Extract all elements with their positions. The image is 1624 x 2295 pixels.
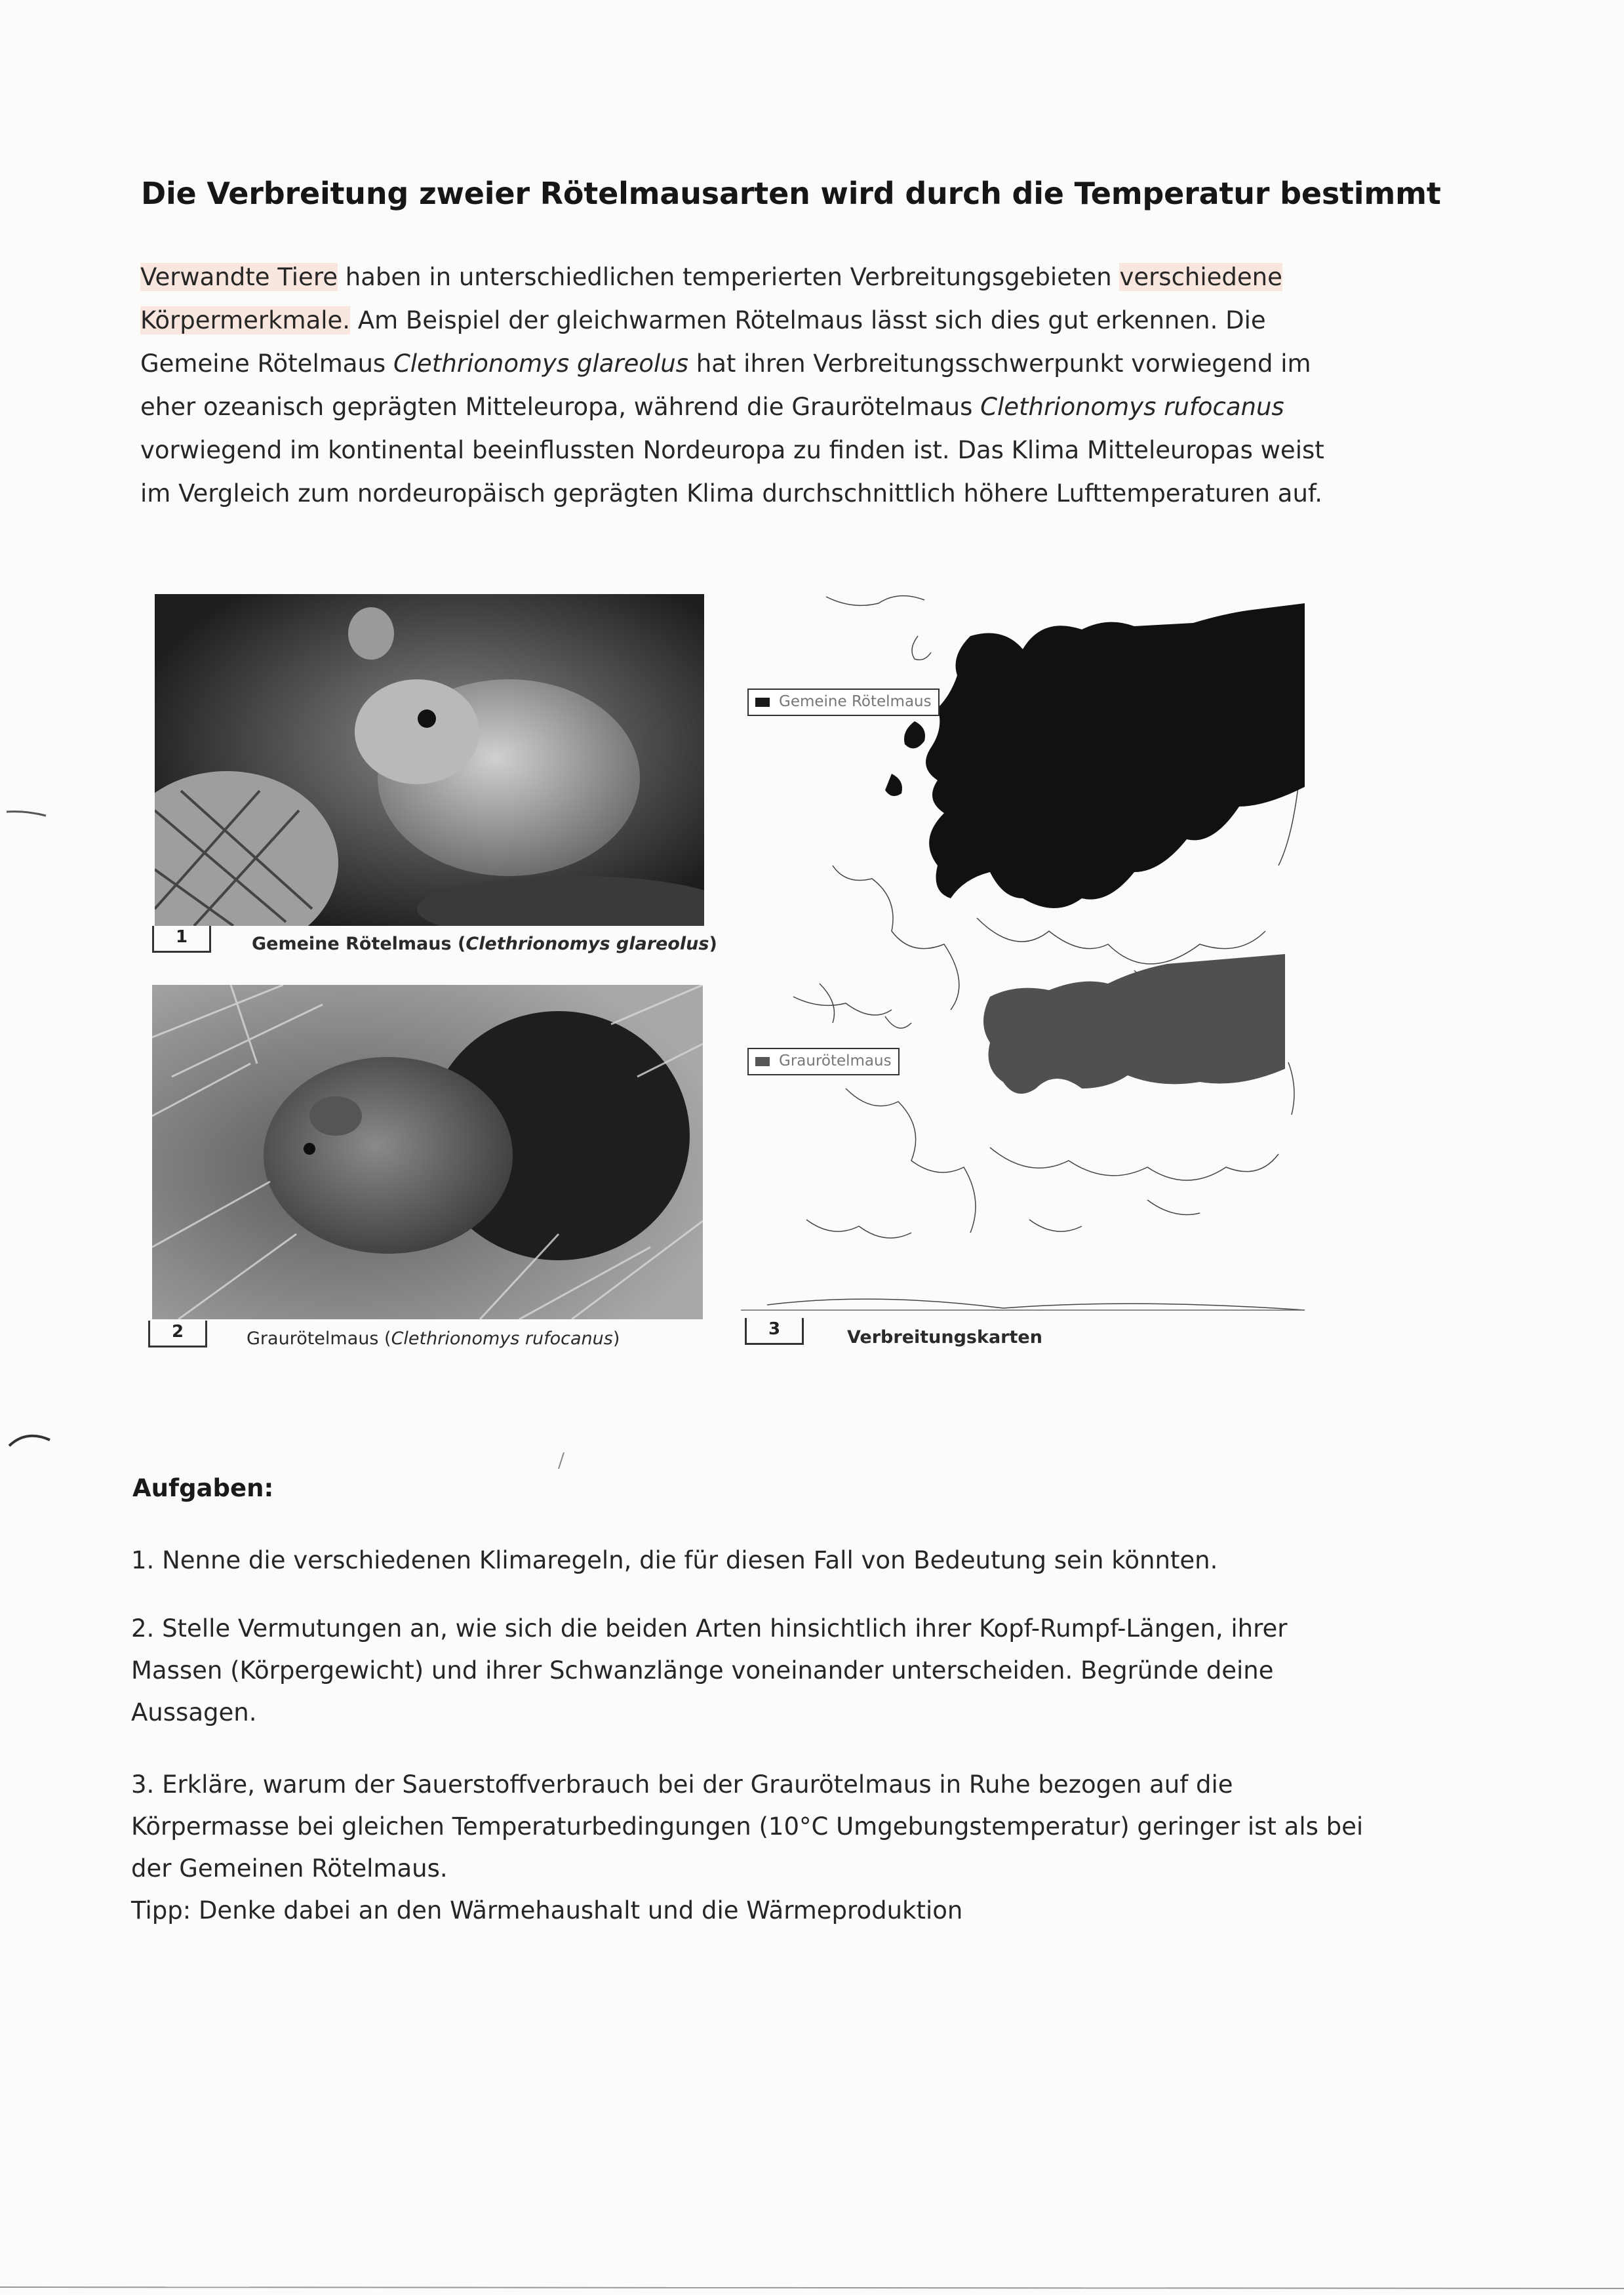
species-name: Clethrionomys glareolus [465, 934, 709, 954]
intro-text: hat ihren Verbreitungsschwerpunkt vorwiegend im [688, 349, 1311, 378]
legend-label: Gemeine Rötelmaus [779, 693, 932, 710]
task-3 [131, 1764, 1377, 1932]
task-2 [131, 1608, 1377, 1734]
highlight-text: verschiedene [1119, 263, 1282, 291]
task-text: 2. Stelle Vermutungen an, wie sich die beiden Arten hinsichtlich ihrer Kopf-Rumpf-Längen, ihrer [131, 1614, 1288, 1643]
intro-paragraph [140, 256, 1360, 515]
intro-text: Am Beispiel der gleichwarmen Rötelmaus lässt sich dies gut erkennen. Die [350, 306, 1266, 334]
caption-text: Gemeine Rötelmaus ( [252, 934, 466, 954]
page-title: Die Verbreitung zweier Rötelmausarten wird durch die Temperatur bestimmt [141, 176, 1441, 211]
figure-number: 1 [152, 926, 211, 953]
highlight-text: Verwandte Tiere [140, 263, 338, 291]
caption-text: Graurötelmaus ( [247, 1328, 391, 1349]
intro-text: vorwiegend im kontinental beeinflussten Nordeuropa zu finden ist. Das Klima Mitteleuropas weist [140, 436, 1324, 464]
task-text: Aussagen. [131, 1698, 257, 1726]
legend-bank-vole [747, 688, 940, 716]
figure-caption: Verbreitungskarten [847, 1327, 1042, 1347]
figure-number: 2 [148, 1321, 207, 1347]
task-text: Massen (Körpergewicht) und ihrer Schwanzlänge voneinander unterscheiden. Begründe deine [131, 1656, 1274, 1685]
intro-text: Gemeine Rötelmaus [140, 349, 393, 378]
task-text: Körpermasse bei gleichen Temperaturbedingungen (10°C Umgebungstemperatur) geringer ist als bei [131, 1812, 1364, 1841]
legend-swatch [755, 698, 770, 707]
species-name: Clethrionomys glareolus [393, 349, 689, 378]
intro-text: im Vergleich zum nordeuropäisch geprägten Klima durchschnittlich höhere Lufttemperaturen auf. [140, 479, 1323, 508]
intro-text: eher ozeanisch geprägten Mitteleuropa, während die Graurötelmaus [140, 393, 981, 421]
task-tip: Tipp: Denke dabei an den Wärmehaushalt und die Wärmeproduktion [131, 1896, 963, 1925]
highlight-text: Körpermerkmale. [140, 306, 351, 334]
legend-swatch [755, 1057, 770, 1066]
caption-text: ) [709, 934, 717, 954]
task-1 [131, 1540, 1377, 1582]
bank-vole-range [926, 603, 1305, 908]
task-text: der Gemeinen Rötelmaus. [131, 1854, 448, 1883]
figure-number: 3 [745, 1318, 804, 1345]
legend-label: Graurötelmaus [779, 1052, 892, 1069]
caption-text: ) [612, 1328, 620, 1349]
task-text: 1. Nenne die verschiedenen Klimaregeln, die für diesen Fall von Bedeutung sein könnten. [131, 1546, 1218, 1574]
species-name: Clethrionomys rufocanus [391, 1328, 613, 1349]
legend-grey-vole [747, 1048, 900, 1075]
tasks-heading: Aufgaben: [132, 1474, 274, 1502]
intro-text: haben in unterschiedlichen temperierten Verbreitungsgebieten [338, 263, 1120, 291]
grey-vole-range [983, 954, 1285, 1094]
figure-caption [247, 1328, 620, 1349]
grey-vole-photo [152, 985, 703, 1319]
species-name: Clethrionomys rufocanus [980, 393, 1284, 421]
bank-vole-photo [155, 594, 704, 926]
task-text: 3. Erkläre, warum der Sauerstoffverbrauch bei der Graurötelmaus in Ruhe bezogen auf die [131, 1770, 1233, 1799]
figure-caption [252, 934, 717, 954]
